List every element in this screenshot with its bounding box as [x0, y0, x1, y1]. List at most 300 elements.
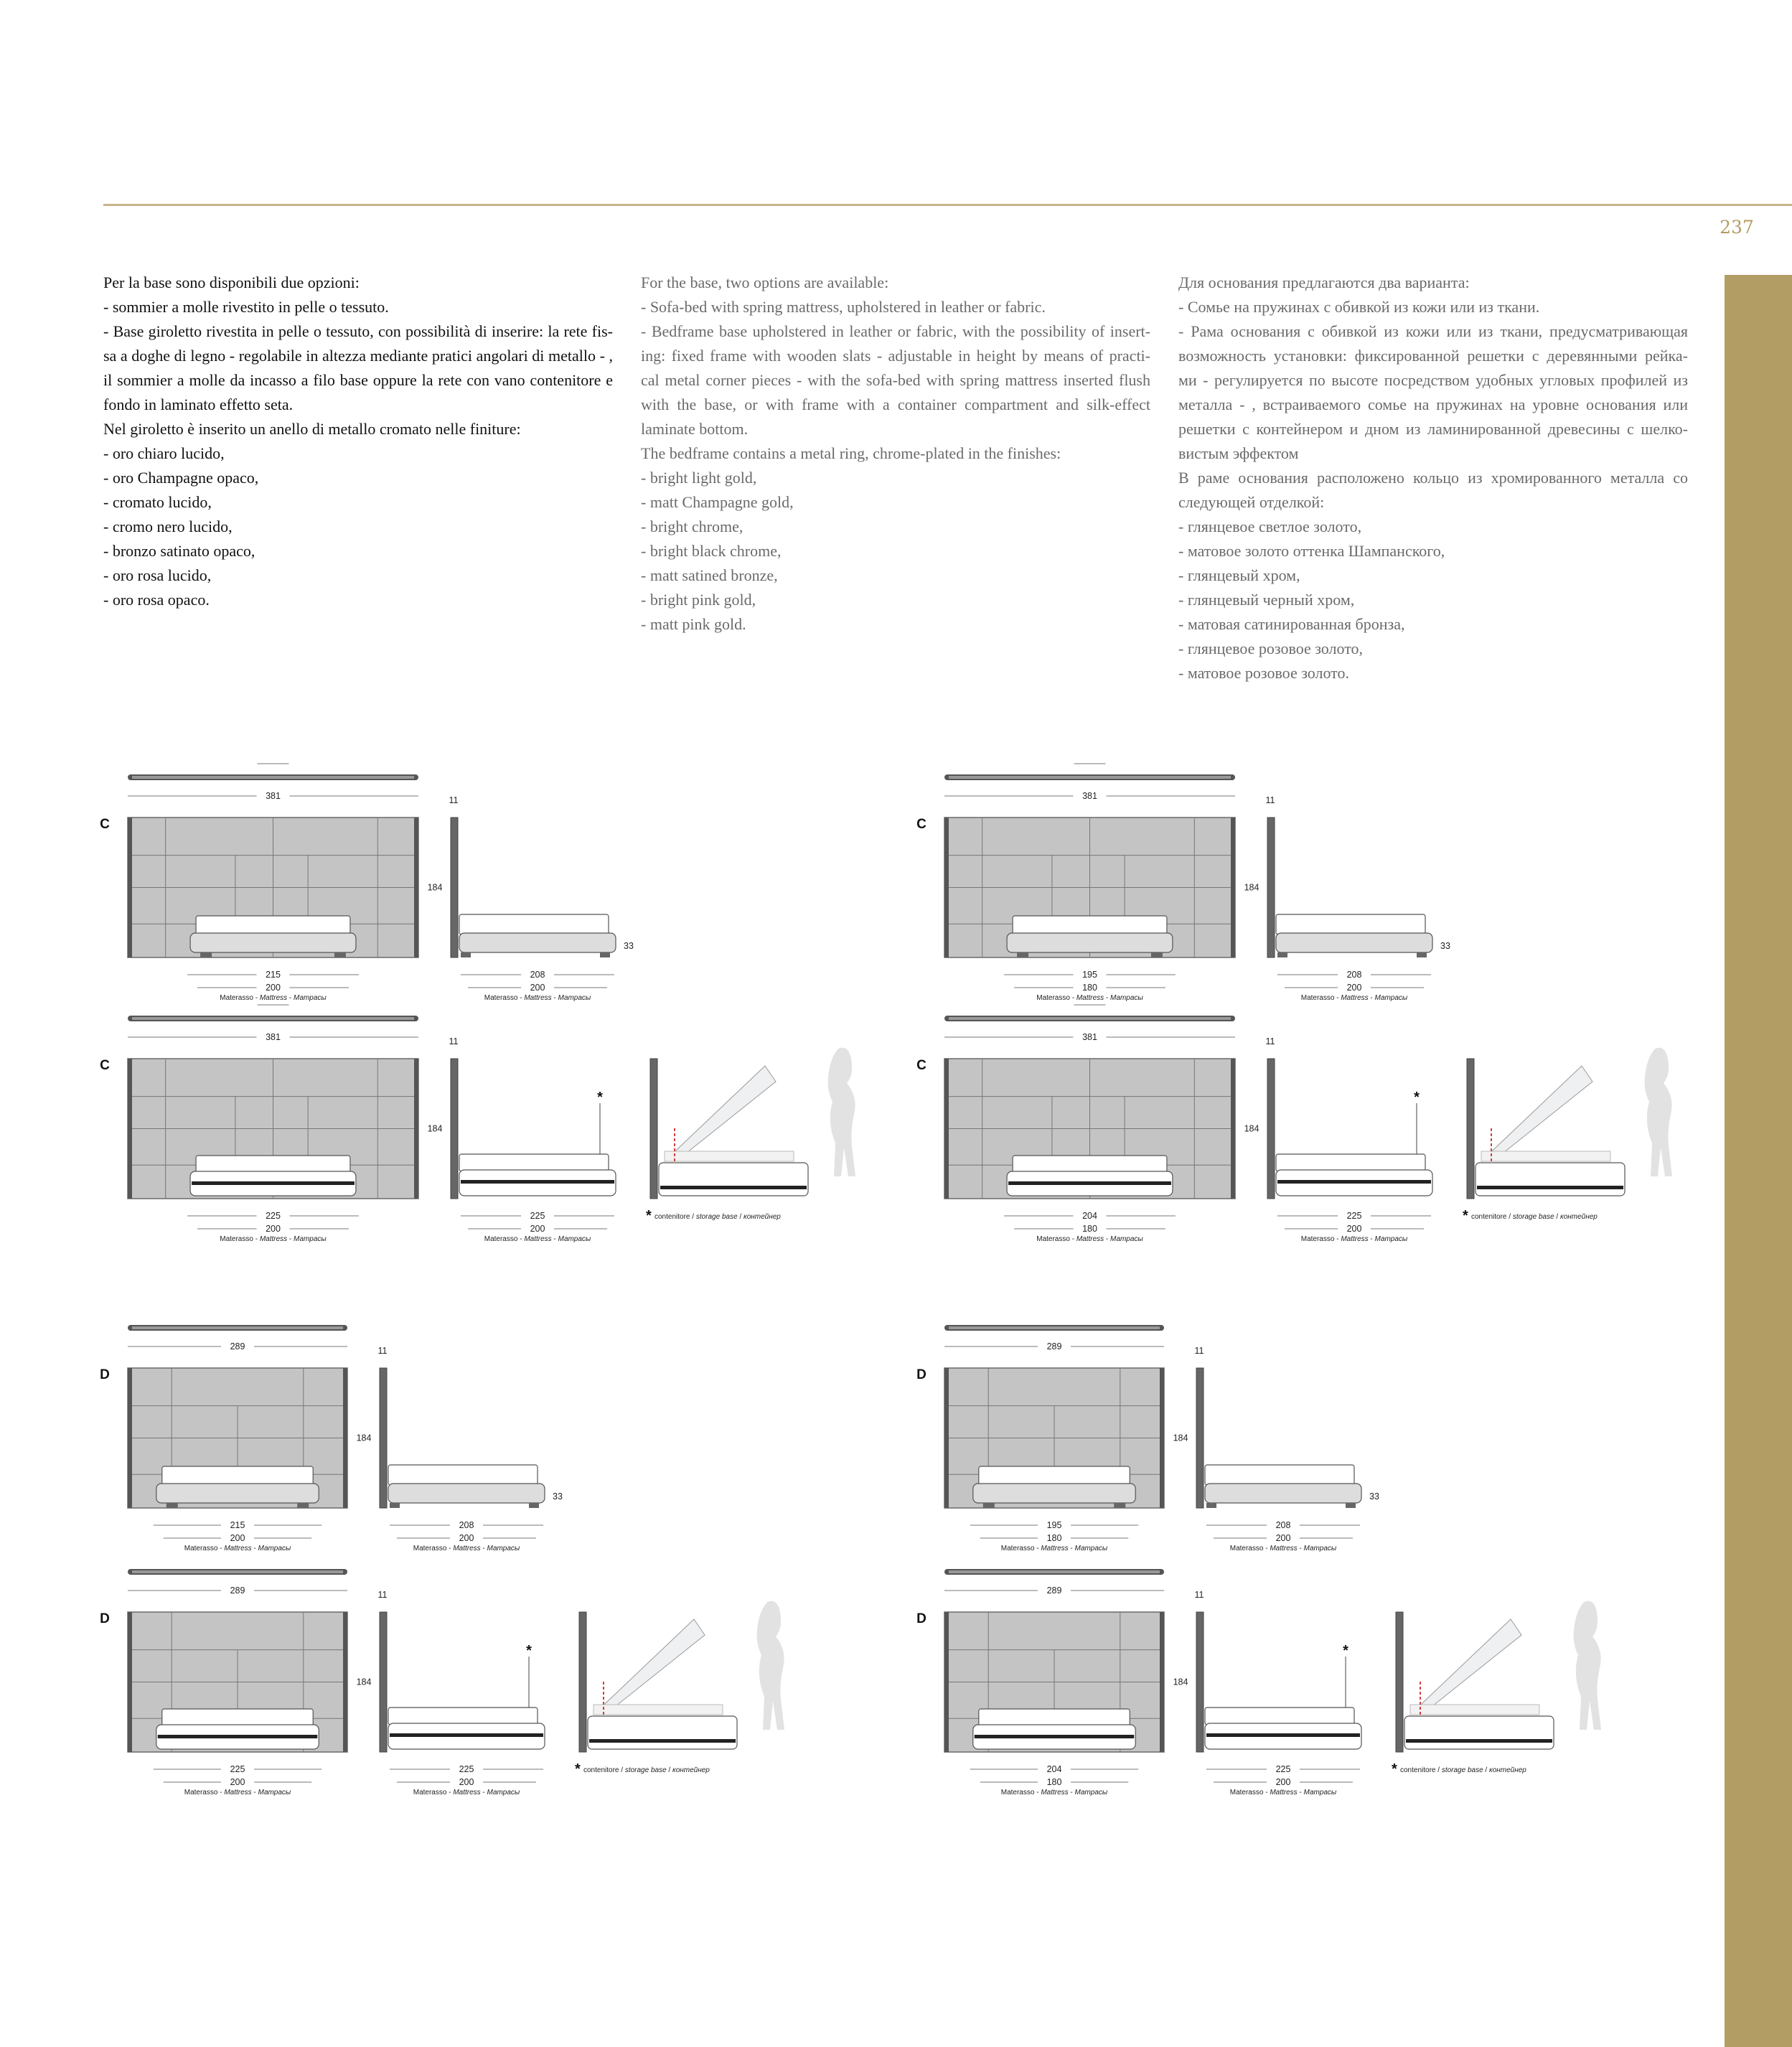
side-mattress	[459, 1154, 609, 1171]
mattress-length-dimension: 200	[1275, 1777, 1291, 1787]
base-height-dimension: 33	[1440, 941, 1450, 951]
headboard-side-trim	[944, 1612, 949, 1752]
side-leg	[1277, 952, 1287, 957]
mattress-label-part: Materasso -	[1300, 994, 1341, 1002]
mattress-label-part: Матрасы	[1074, 1545, 1108, 1552]
front-leg	[1151, 952, 1163, 957]
model-letter: C	[100, 1058, 110, 1073]
lifted-mattress	[1481, 1066, 1592, 1161]
storage-frame	[1410, 1705, 1539, 1715]
front-metal-ring	[1008, 1181, 1171, 1185]
front-base	[1007, 933, 1173, 952]
mattress-label-part: Mattress	[1076, 1235, 1104, 1243]
side-leg	[1417, 952, 1427, 957]
bed-drawing-1	[100, 764, 634, 1002]
headboard-depth-dimension: 11	[1194, 1346, 1204, 1356]
mattress-label-part: Матрасы	[294, 994, 327, 1002]
bed-width-dimension: 215	[266, 970, 281, 980]
mattress-width-dimension: 200	[230, 1777, 245, 1787]
mattress-length-dimension: 200	[459, 1533, 474, 1543]
open-metal-ring	[660, 1186, 807, 1189]
headboard-side-trim	[343, 1368, 347, 1508]
mattress-label	[1036, 994, 1143, 1002]
headboard-side-trim	[343, 1612, 347, 1752]
english-text-line: - Sofa-bed with spring mattress, upholstered in leather or fabric.	[641, 298, 1046, 316]
side-metal-ring	[1277, 1180, 1431, 1184]
page-number: 237	[1720, 217, 1754, 238]
mattress-label	[1230, 1789, 1337, 1797]
mattress-label	[1301, 994, 1408, 1002]
bed-drawing-3	[100, 1005, 855, 1243]
russian-text-line: возможность установки: фиксированной решетки с деревянными рейка-	[1178, 347, 1688, 365]
mattress-label-part: Матрасы	[1374, 1235, 1408, 1243]
mattress-width-dimension: 180	[1082, 1224, 1097, 1234]
length-dimension: 208	[1275, 1520, 1291, 1530]
height-dimension: 184	[1244, 882, 1259, 893]
mattress-label-part: Materasso -	[184, 1545, 225, 1552]
storage-label-part: контейнер	[672, 1766, 710, 1774]
storage-label-part: /	[1483, 1766, 1489, 1774]
english-text-line: cal metal corner pieces - with the sofa-bed with spring mattress inserted flush	[641, 371, 1150, 389]
mattress-label-part: Materasso -	[1229, 1789, 1270, 1797]
open-metal-ring	[589, 1739, 736, 1743]
lifted-mattress	[1410, 1619, 1521, 1715]
height-dimension: 184	[427, 1123, 443, 1134]
bed-width-dimension: 204	[1082, 1211, 1097, 1221]
length-dimension: 225	[459, 1764, 474, 1774]
storage-label-part: storage base	[1441, 1766, 1483, 1774]
top-view-headboard-inner	[132, 1017, 414, 1020]
storage-label	[583, 1766, 710, 1774]
mattress-label-part: Mattress	[453, 1545, 481, 1552]
storage-label-part: contenitore /	[655, 1213, 696, 1221]
mattress-label-part: -	[1068, 1545, 1075, 1552]
front-leg	[1017, 952, 1028, 957]
storage-label-part: storage base	[695, 1213, 738, 1221]
russian-text-line: В раме основания расположено кольцо из хромированного металла со	[1178, 469, 1688, 487]
headboard-width-dimension: 381	[266, 791, 281, 801]
open-storage-base	[659, 1163, 808, 1196]
storage-label-part: contenitore /	[583, 1766, 625, 1774]
russian-text-line: - Сомье на пружинах с обивкой из кожи или из ткани.	[1178, 298, 1540, 316]
mattress-label-part: -	[480, 1545, 487, 1552]
side-mattress	[1205, 1465, 1354, 1485]
russian-text-line: - глянцевое розовое золото,	[1178, 640, 1364, 657]
mattress-label-part: Materasso -	[1000, 1545, 1041, 1552]
side-leg	[600, 952, 610, 957]
english-text-line: - matt Champagne gold,	[641, 493, 794, 511]
storage-label-part: контейнер	[1488, 1766, 1526, 1774]
mattress-label-part: Mattress	[524, 994, 552, 1002]
open-storage-base	[588, 1716, 737, 1749]
italian-text-line: - sommier a molle rivestito in pelle o tessuto.	[103, 298, 389, 316]
italian-text-line: - cromo nero lucido,	[103, 517, 233, 535]
mattress-label-part: Materasso -	[220, 994, 260, 1002]
front-mattress	[1013, 916, 1167, 934]
front-mattress	[162, 1709, 313, 1726]
headboard-width-dimension: 289	[230, 1341, 245, 1352]
mattress-label-part: -	[1297, 1545, 1304, 1552]
italian-text-line: - oro rosa opaco.	[103, 591, 210, 609]
mattress-label-part: Mattress	[524, 1235, 552, 1243]
english-text-line: - matt satined bronze,	[641, 566, 778, 584]
length-dimension: 208	[459, 1520, 474, 1530]
front-base	[973, 1484, 1135, 1503]
mattress-label-part: -	[551, 994, 558, 1002]
english-text-line: - bright light gold,	[641, 469, 757, 487]
asterisk-mark: *	[1343, 1643, 1348, 1659]
headboard-depth-dimension: 11	[377, 1346, 388, 1356]
side-metal-ring	[461, 1180, 614, 1184]
front-mattress	[979, 1709, 1130, 1726]
storage-label-part: storage base	[624, 1766, 667, 1774]
length-dimension: 225	[1346, 1211, 1362, 1221]
italian-text-line: - oro rosa lucido,	[103, 566, 212, 584]
mattress-label	[1036, 1235, 1143, 1243]
mattress-length-dimension: 200	[1346, 1224, 1362, 1234]
mattress-label	[1230, 1545, 1337, 1552]
english-text-line: - matt pink gold.	[641, 615, 746, 633]
lifted-mattress	[594, 1619, 705, 1715]
front-leg	[297, 1503, 309, 1508]
mattress-label-part: -	[287, 994, 294, 1002]
headboard-width-dimension: 381	[266, 1032, 281, 1042]
mattress-label-part: -	[1297, 1789, 1304, 1797]
english-text-line: laminate bottom.	[641, 420, 749, 438]
mattress-length-dimension: 200	[530, 1224, 545, 1234]
mattress-length-dimension: 200	[1346, 983, 1362, 993]
front-leg	[334, 952, 346, 957]
mattress-label-part: Mattress	[224, 1545, 252, 1552]
headboard-width-dimension: 289	[230, 1585, 245, 1596]
open-headboard	[1467, 1059, 1474, 1199]
mattress-label-part: Матрасы	[1374, 994, 1408, 1002]
mattress-label-part: Mattress	[1041, 1545, 1069, 1552]
english-text-line: with the base, or with frame with a container compartment and silk-effect	[641, 395, 1150, 413]
mattress-label-part: Матрасы	[1110, 1235, 1143, 1243]
height-dimension: 184	[1173, 1433, 1188, 1443]
mattress-label-part: Materasso -	[413, 1789, 454, 1797]
russian-text-line: вистым эффектом	[1178, 444, 1299, 462]
front-leg	[200, 952, 212, 957]
russian-text-line: следующей отделкой:	[1178, 493, 1325, 511]
english-text-line: - bright pink gold,	[641, 591, 756, 609]
base-height-dimension: 33	[553, 1491, 563, 1502]
mattress-label	[220, 994, 327, 1002]
side-mattress	[1276, 1154, 1425, 1171]
asterisk-mark: *	[1463, 1208, 1468, 1224]
front-base	[156, 1484, 319, 1503]
headboard-width-dimension: 289	[1046, 1341, 1062, 1352]
storage-label-part: /	[666, 1766, 672, 1774]
side-base	[388, 1484, 545, 1503]
mattress-label-part: -	[1368, 1235, 1375, 1243]
mattress-label-part: Mattress	[1270, 1545, 1298, 1552]
italian-text-line: - oro chiaro lucido,	[103, 444, 225, 462]
mattress-width-dimension: 180	[1082, 983, 1097, 993]
mattress-length-dimension: 200	[459, 1777, 474, 1787]
base-height-dimension: 33	[624, 941, 634, 951]
side-headboard	[451, 1059, 458, 1199]
length-dimension: 208	[530, 970, 545, 980]
mattress-label-part: Матрасы	[258, 1545, 291, 1552]
length-dimension: 208	[1346, 970, 1362, 980]
model-letter: D	[100, 1367, 110, 1382]
open-headboard	[579, 1612, 586, 1752]
mattress-length-dimension: 200	[530, 983, 545, 993]
storage-label-part: контейнер	[1559, 1213, 1598, 1221]
mattress-label-part: Mattress	[259, 1235, 288, 1243]
mattress-label-part: Mattress	[259, 994, 288, 1002]
bed-drawing-5	[100, 1325, 563, 1552]
mattress-label-part: Materasso -	[1036, 1235, 1076, 1243]
height-dimension: 184	[1173, 1677, 1188, 1687]
headboard-depth-dimension: 11	[377, 1590, 388, 1600]
open-headboard	[650, 1059, 657, 1199]
mattress-width-dimension: 200	[266, 1224, 281, 1234]
mattress-label-part: Mattress	[1076, 994, 1104, 1002]
height-dimension: 184	[427, 882, 443, 893]
model-letter: C	[916, 1058, 927, 1073]
mattress-width-dimension: 200	[266, 983, 281, 993]
mattress-label-part: -	[251, 1545, 258, 1552]
mattress-label	[1001, 1789, 1108, 1797]
bed-width-dimension: 225	[266, 1211, 281, 1221]
mattress-label	[1301, 1235, 1408, 1243]
front-mattress	[196, 1156, 350, 1173]
mattress-label-part: Materasso -	[484, 994, 525, 1002]
mattress-label	[484, 1235, 591, 1243]
mattress-label-part: Materasso -	[413, 1545, 454, 1552]
russian-text-line: - Рама основания с обивкой из кожи или из ткани, предусматривающая	[1178, 322, 1688, 340]
asterisk-mark: *	[597, 1090, 603, 1105]
russian-text-line: - матовая сатинированная бронза,	[1178, 615, 1405, 633]
top-view-headboard-inner	[132, 1570, 343, 1573]
top-view-headboard-inner	[949, 1326, 1160, 1329]
mattress-label-part: -	[287, 1235, 294, 1243]
storage-frame	[594, 1705, 723, 1715]
side-headboard	[1267, 818, 1275, 957]
headboard-side-trim	[1231, 1059, 1235, 1199]
headboard-side-trim	[1231, 818, 1235, 957]
side-headboard	[380, 1368, 387, 1508]
english-text-line: ing: fixed frame with wooden slats - adjustable in height by means of practi-	[641, 347, 1150, 365]
mattress-label-part: Materasso -	[1036, 994, 1076, 1002]
storage-label-part: /	[737, 1213, 743, 1221]
headboard-side-trim	[128, 1368, 132, 1508]
storage-label-part: storage base	[1512, 1213, 1554, 1221]
height-dimension: 184	[356, 1677, 372, 1687]
side-leg	[461, 952, 471, 957]
front-leg	[1114, 1503, 1125, 1508]
front-metal-ring	[192, 1181, 355, 1185]
open-metal-ring	[1406, 1739, 1552, 1743]
mattress-label-part: Mattress	[224, 1789, 252, 1797]
mattress-label-part: Mattress	[1041, 1789, 1069, 1797]
asterisk-mark: *	[526, 1643, 532, 1659]
front-metal-ring	[975, 1735, 1134, 1738]
headboard-side-trim	[1160, 1368, 1164, 1508]
mattress-label-part: Materasso -	[1300, 1235, 1341, 1243]
side-base	[459, 933, 616, 952]
asterisk-mark: *	[646, 1208, 652, 1224]
storage-label-part: contenitore /	[1400, 1766, 1442, 1774]
italian-text-line: - bronzo satinato opaco,	[103, 542, 255, 560]
side-leg	[1346, 1503, 1356, 1508]
front-mattress	[1013, 1156, 1167, 1173]
headboard-side-trim	[414, 818, 418, 957]
side-metal-ring	[390, 1733, 543, 1737]
side-mattress	[459, 914, 609, 934]
mattress-label-part: Materasso -	[1229, 1545, 1270, 1552]
top-view-headboard-inner	[949, 776, 1231, 779]
italian-text-line: Nel giroletto è inserito un anello di metallo cromato nelle finiture:	[103, 420, 521, 438]
mattress-label	[184, 1545, 291, 1552]
headboard-side-trim	[128, 1612, 132, 1752]
side-leg	[390, 1503, 400, 1508]
mattress-width-dimension: 200	[230, 1533, 245, 1543]
headboard-side-trim	[1160, 1612, 1164, 1752]
side-mattress	[1276, 914, 1425, 934]
mattress-label-part: Mattress	[1270, 1789, 1298, 1797]
headboard-side-trim	[944, 1368, 949, 1508]
top-view-headboard-inner	[949, 1017, 1231, 1020]
headboard-depth-dimension: 11	[449, 795, 459, 805]
mattress-label-part: -	[1068, 1789, 1075, 1797]
human-silhouette	[828, 1048, 855, 1176]
storage-label	[1471, 1213, 1598, 1221]
mattress-label	[184, 1789, 291, 1797]
bed-drawing-7	[100, 1569, 784, 1797]
open-metal-ring	[1477, 1186, 1623, 1189]
russian-text-line: - глянцевый хром,	[1178, 566, 1300, 584]
bed-drawing-4	[916, 1005, 1672, 1243]
side-headboard	[1196, 1368, 1204, 1508]
russian-text-line: Для основания предлагаются два варианта:	[1178, 273, 1470, 291]
side-mattress	[1205, 1708, 1354, 1725]
russian-text-line: - глянцевый черный хром,	[1178, 591, 1355, 609]
headboard-depth-dimension: 11	[449, 1036, 459, 1046]
mattress-label-part: Матрасы	[1074, 1789, 1108, 1797]
lifted-mattress	[665, 1066, 776, 1161]
bed-width-dimension: 215	[230, 1520, 245, 1530]
storage-label	[1400, 1766, 1526, 1774]
bed-drawing-8	[916, 1569, 1601, 1797]
mattress-label-part: Матрасы	[1303, 1789, 1337, 1797]
front-mattress	[196, 916, 350, 934]
mattress-label-part: Materasso -	[484, 1235, 525, 1243]
bed-width-dimension: 204	[1046, 1764, 1062, 1774]
side-mattress	[388, 1708, 538, 1725]
english-text-line: - bright black chrome,	[641, 542, 782, 560]
mattress-label-part: Materasso -	[1000, 1789, 1041, 1797]
bed-width-dimension: 225	[230, 1764, 245, 1774]
mattress-label-part: Матрасы	[1110, 994, 1143, 1002]
top-view-headboard-inner	[949, 1570, 1160, 1573]
front-mattress	[979, 1466, 1130, 1485]
top-view-headboard-inner	[132, 1326, 343, 1329]
headboard-depth-dimension: 11	[1265, 795, 1275, 805]
mattress-label-part: Mattress	[453, 1789, 481, 1797]
bed-width-dimension: 195	[1046, 1520, 1062, 1530]
english-text-line: For the base, two options are available:	[641, 273, 889, 291]
russian-text-line: - матовое розовое золото.	[1178, 664, 1350, 682]
russian-text-line: решетки с контейнером и дном из ламинированной древесины с шелко-	[1178, 420, 1688, 438]
length-dimension: 225	[1275, 1764, 1291, 1774]
front-mattress	[162, 1466, 313, 1485]
russian-text-line: - матовое золото оттенка Шампанского,	[1178, 542, 1445, 560]
side-leg	[1206, 1503, 1216, 1508]
asterisk-mark: *	[1414, 1090, 1420, 1105]
storage-label-part: /	[1554, 1213, 1560, 1221]
open-headboard	[1396, 1612, 1403, 1752]
storage-label-part: контейнер	[743, 1213, 781, 1221]
front-metal-ring	[158, 1735, 317, 1738]
headboard-side-trim	[944, 818, 949, 957]
italian-text-line: fondo in laminato effetto seta.	[103, 395, 294, 413]
italian-text-line: - oro Champagne opaco,	[103, 469, 259, 487]
mattress-length-dimension: 200	[1275, 1533, 1291, 1543]
side-metal-ring	[1206, 1733, 1360, 1737]
english-text-line: - Bedframe base upholstered in leather or fabric, with the possibility of insert-	[641, 322, 1150, 340]
italian-text-line: - cromato lucido,	[103, 493, 212, 511]
front-base	[190, 933, 356, 952]
headboard-width-dimension: 381	[1082, 791, 1097, 801]
bed-drawing-6	[916, 1325, 1379, 1552]
headboard-depth-dimension: 11	[1265, 1036, 1275, 1046]
height-dimension: 184	[356, 1433, 372, 1443]
storage-frame	[665, 1151, 794, 1161]
mattress-label-part: -	[1104, 1235, 1111, 1243]
side-headboard	[451, 818, 458, 957]
mattress-width-dimension: 180	[1046, 1777, 1062, 1787]
asterisk-mark: *	[1392, 1761, 1397, 1777]
model-letter: C	[916, 817, 927, 832]
mattress-label	[484, 994, 591, 1002]
mattress-label-part: -	[480, 1789, 487, 1797]
english-text-line: - bright chrome,	[641, 517, 743, 535]
mattress-label	[413, 1545, 520, 1552]
side-leg	[529, 1503, 539, 1508]
mattress-label-part: Матрасы	[258, 1789, 291, 1797]
front-leg	[983, 1503, 995, 1508]
headboard-width-dimension: 381	[1082, 1032, 1097, 1042]
russian-text-line: ми - регулируется по высоте посредством удобных угловых профилей из	[1178, 371, 1688, 389]
mattress-width-dimension: 180	[1046, 1533, 1062, 1543]
mattress-label-part: Матрасы	[1303, 1545, 1337, 1552]
mattress-label-part: Матрасы	[558, 994, 591, 1002]
side-headboard	[1196, 1612, 1204, 1752]
human-silhouette	[1645, 1048, 1672, 1176]
mattress-label-part: Materasso -	[220, 1235, 260, 1243]
mattress-label-part: Mattress	[1341, 1235, 1369, 1243]
mattress-label-part: -	[551, 1235, 558, 1243]
headboard-side-trim	[128, 1059, 132, 1199]
headboard-width-dimension: 289	[1046, 1585, 1062, 1596]
side-base	[1276, 933, 1432, 952]
front-leg	[166, 1503, 178, 1508]
storage-label	[655, 1213, 781, 1221]
mattress-label-part: Матрасы	[294, 1235, 327, 1243]
bed-width-dimension: 195	[1082, 970, 1097, 980]
human-silhouette	[757, 1601, 784, 1730]
mattress-label-part: Матрасы	[487, 1789, 520, 1797]
mattress-label-part: Materasso -	[184, 1789, 225, 1797]
asterisk-mark: *	[575, 1761, 581, 1777]
side-headboard	[380, 1612, 387, 1752]
italian-text-line: il sommier a molle da incasso a filo base oppure la rete con vano contenitore e	[103, 371, 613, 389]
russian-text-line: - глянцевое светлое золото,	[1178, 517, 1362, 535]
